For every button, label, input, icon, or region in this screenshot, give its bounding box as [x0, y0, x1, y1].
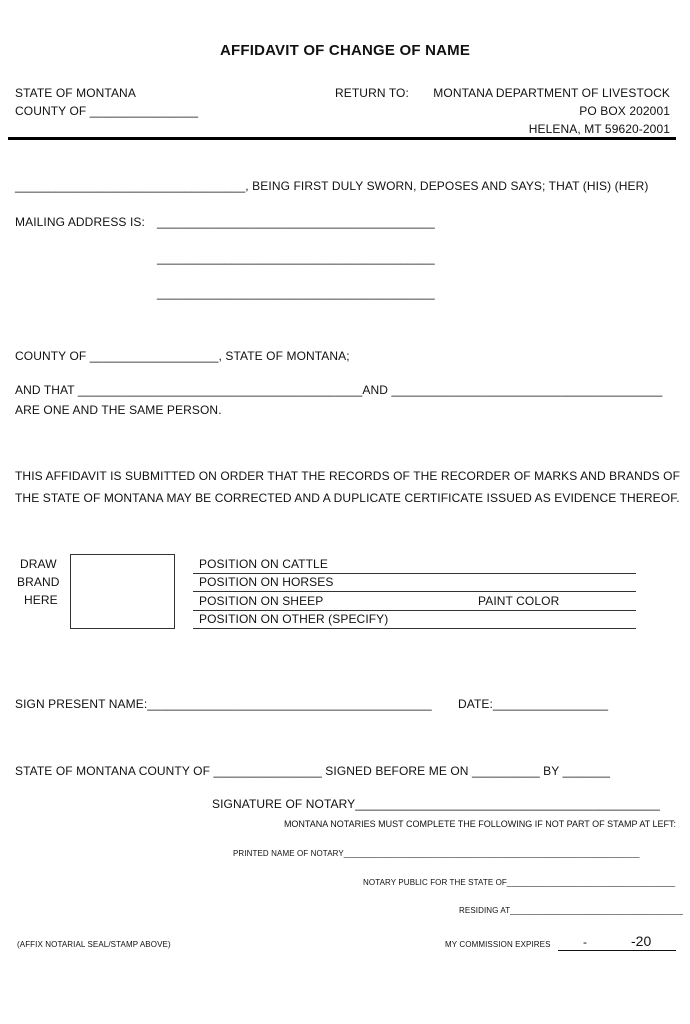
- notary-instructions: MONTANA NOTARIES MUST COMPLETE THE FOLLOWING IF NOT PART OF STAMP AT LEFT:: [283, 819, 676, 829]
- notary-state-county[interactable]: STATE OF MONTANA COUNTY OF ________________ SIGNED BEFORE ME ON __________ BY _______: [15, 764, 610, 778]
- sign-name-field[interactable]: SIGN PRESENT NAME:__________________________________________: [15, 697, 432, 711]
- page-title: AFFIDAVIT OF CHANGE OF NAME: [219, 42, 471, 59]
- position-cattle: POSITION ON CATTLE: [199, 557, 328, 571]
- return-address-line-2: PO BOX 202001: [579, 104, 670, 118]
- county-field[interactable]: COUNTY OF ________________: [15, 104, 199, 118]
- state-label: STATE OF MONTANA: [15, 86, 136, 100]
- brand-label: BRAND: [17, 575, 60, 589]
- position-sheep: POSITION ON SHEEP: [199, 594, 324, 608]
- return-to-label: RETURN TO:: [335, 86, 409, 100]
- address-line-2[interactable]: _________________________________________: [157, 251, 435, 265]
- sworn-statement[interactable]: __________________________________, BEING FIRST DULY SWORN, DEPOSES AND SAYS; THAT (HIS) (HER): [15, 179, 649, 193]
- return-address-line-3: HELENA, MT 59620-2001: [528, 122, 670, 136]
- draw-label: DRAW: [20, 557, 57, 571]
- paint-color-label: PAINT COLOR: [478, 594, 560, 608]
- commission-expires-line[interactable]: [558, 950, 676, 951]
- sheep-line[interactable]: [193, 610, 636, 611]
- commission-expires-label: MY COMMISSION EXPIRES: [445, 940, 551, 949]
- submitted-text-2: THE STATE OF MONTANA MAY BE CORRECTED AND A DUPLICATE CERTIFICATE ISSUED AS EVIDENCE THEREOF.: [15, 491, 680, 505]
- mailing-address-label: MAILING ADDRESS IS:: [15, 215, 145, 229]
- affix-seal-note: (AFFIX NOTARIAL SEAL/STAMP ABOVE): [17, 940, 171, 949]
- submitted-text-1: THIS AFFIDAVIT IS SUBMITTED ON ORDER THAT THE RECORDS OF THE RECORDER OF MARKS AND BRANDS OF: [15, 469, 681, 483]
- commission-year: -20: [631, 933, 652, 949]
- same-person-text: ARE ONE AND THE SAME PERSON.: [15, 403, 222, 417]
- header-divider: [8, 137, 676, 140]
- horses-line[interactable]: [193, 591, 636, 592]
- printed-name-field[interactable]: PRINTED NAME OF NOTARY_________________________________________________________________: [233, 849, 640, 858]
- address-line-3[interactable]: _________________________________________: [157, 286, 435, 300]
- date-field[interactable]: DATE:_________________: [458, 697, 609, 711]
- county-state-line[interactable]: COUNTY OF ___________________, STATE OF MONTANA;: [15, 349, 350, 363]
- brand-drawing-box[interactable]: [70, 554, 175, 629]
- cattle-line[interactable]: [193, 573, 636, 574]
- notary-signature-field[interactable]: SIGNATURE OF NOTARY_____________________________________________: [212, 797, 661, 811]
- notary-public-state-field[interactable]: NOTARY PUBLIC FOR THE STATE OF_____________________________________: [363, 878, 676, 887]
- residing-at-field[interactable]: RESIDING AT______________________________________: [459, 906, 684, 915]
- address-line-1[interactable]: _________________________________________: [157, 215, 435, 229]
- return-address-line-1: MONTANA DEPARTMENT OF LIVESTOCK: [433, 86, 670, 100]
- position-other: POSITION ON OTHER (SPECIFY): [199, 612, 389, 626]
- other-line[interactable]: [193, 628, 636, 629]
- here-label: HERE: [24, 593, 58, 607]
- and-that-line[interactable]: AND THAT __________________________________________AND ________________________________________: [15, 383, 663, 397]
- commission-dash: -: [583, 935, 587, 949]
- position-horses: POSITION ON HORSES: [199, 575, 334, 589]
